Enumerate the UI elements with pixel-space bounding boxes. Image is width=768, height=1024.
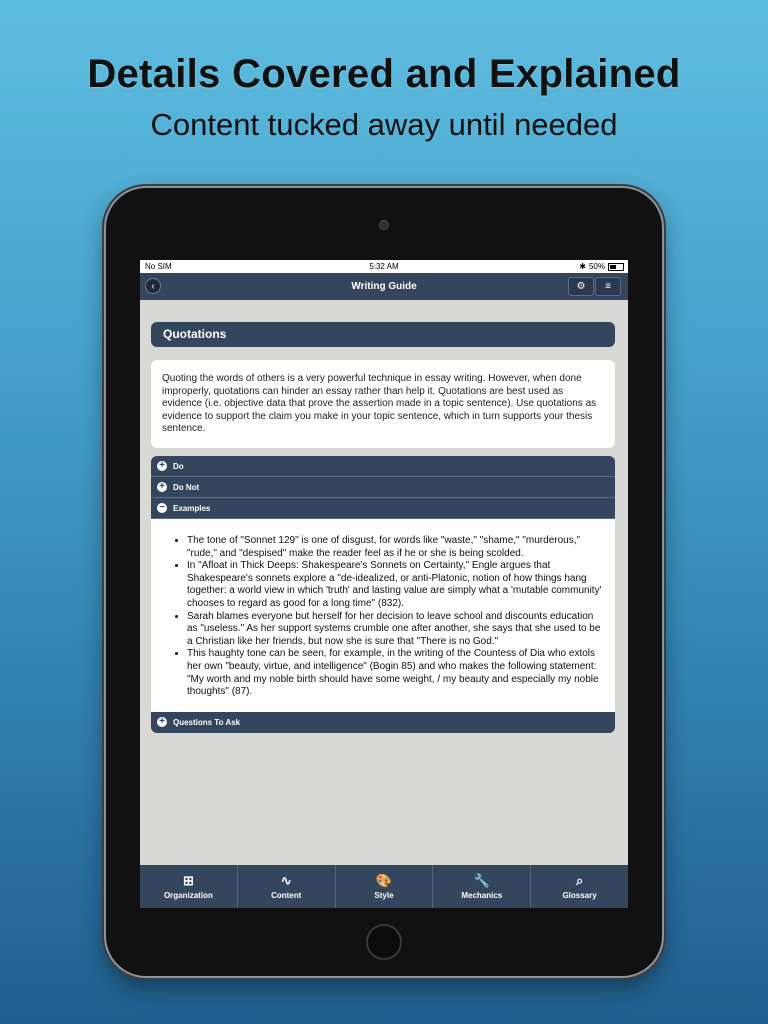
battery-status	[579, 260, 624, 273]
accordion-do-header[interactable]	[151, 456, 615, 477]
gear-icon: ⚙	[576, 281, 586, 292]
list-item: • Sarah blames everyone but herself for her decision to leave school and discounts education as "useless." As her support systems crumble one after another, she says that she used to be a Christian like her friends, but now she is sure that "There is no God."	[187, 611, 603, 649]
promo-headline: Details Covered and Explained	[87, 52, 681, 96]
content-area[interactable]	[140, 300, 628, 865]
status-bar	[140, 260, 628, 273]
bluetooth-icon: ✱	[579, 262, 586, 271]
settings-button[interactable]	[568, 277, 594, 296]
hamburger-menu-icon: ≡	[605, 281, 611, 292]
minus-icon: −	[157, 503, 167, 513]
pulse-icon: ∿	[280, 873, 292, 888]
accordion	[151, 456, 615, 733]
tablet-frame	[106, 188, 662, 976]
list-item: • In "Afloat in Thick Deeps: Shakespeare's Sonnets on Certainty," Engle argues that Shakespeare's sonnets explore a "de-idealized, or anti-Platonic, notion of how things hang together: a world view in which 'truth' and lasting value are simply what a 'mutable community' chooses to regard as good for a long time" (832).	[187, 560, 603, 610]
section-title: Quotations	[151, 322, 615, 347]
nav-title: Writing Guide	[351, 281, 417, 292]
list-item: • This haughty tone can be seen, for example, in the writing of the Countess of Dia who extols her own "beauty, virtue, and intelligence" (Bogin 85) and who makes the following statement: "My worth and my noble birth should have some weight, / my beauty and especially my noble thoughts" (87).	[187, 648, 603, 698]
battery-icon	[608, 263, 624, 271]
promo-subheadline: Content tucked away until needed	[150, 107, 618, 142]
section-intro: Quoting the words of others is a very powerful technique in essay writing. However, when done improperly, quotations can hinder an essay rather than help it. Quotations are best used as evidence (i.e. objective data that prove the assertion made in a topic sentence). Use quotations as evidence to support the claim you make in your topic sentence, which in turn supports your thesis sentence.	[151, 360, 615, 448]
tab-style[interactable]	[336, 865, 434, 908]
front-camera	[379, 220, 389, 230]
list-item: • The tone of "Sonnet 129" is one of disgust, for words like "waste," "shame," "murderous," "rude," and "despised" make the reader feel as if he or she is being scolded.	[187, 535, 603, 560]
plus-icon: +	[157, 717, 167, 727]
tab-label: Organization	[163, 891, 213, 900]
carrier-label: No SIM	[145, 262, 172, 271]
accordion-do-not-label: Do Not	[173, 482, 200, 492]
accordion-examples-header[interactable]	[151, 498, 615, 519]
accordion-do-label: Do	[173, 461, 184, 471]
status-time: 5:32 AM	[369, 262, 399, 271]
chevron-left-icon: ‹	[151, 280, 155, 292]
plus-icon: +	[157, 461, 167, 471]
palette-icon: 🎨	[375, 873, 393, 888]
tab-label: Glossary	[562, 891, 597, 900]
app-screen	[140, 260, 628, 908]
accordion-questions-label: Questions To Ask	[173, 717, 241, 727]
tab-label: Mechanics	[461, 891, 503, 900]
wrench-icon: 🔧	[473, 873, 490, 888]
tab-label: Content	[271, 891, 302, 900]
tab-content[interactable]	[238, 865, 336, 908]
home-button[interactable]	[366, 924, 402, 960]
tab-glossary[interactable]	[531, 865, 628, 908]
battery-percent: 50%	[588, 262, 605, 271]
accordion-questions-header[interactable]	[151, 712, 615, 733]
examples-list	[151, 535, 603, 699]
accordion-do-not-header[interactable]	[151, 477, 615, 498]
tab-bar	[140, 865, 628, 908]
tab-organization[interactable]	[140, 865, 238, 908]
menu-button[interactable]	[595, 277, 621, 296]
accordion-examples-body	[151, 519, 615, 712]
hierarchy-icon: ⊞	[182, 873, 194, 888]
plus-icon: +	[157, 482, 167, 492]
tab-mechanics[interactable]	[433, 865, 531, 908]
tab-label: Style	[374, 891, 394, 900]
search-icon: ⌕	[575, 873, 584, 888]
accordion-examples-label: Examples	[173, 503, 211, 513]
navigation-bar	[140, 273, 628, 300]
